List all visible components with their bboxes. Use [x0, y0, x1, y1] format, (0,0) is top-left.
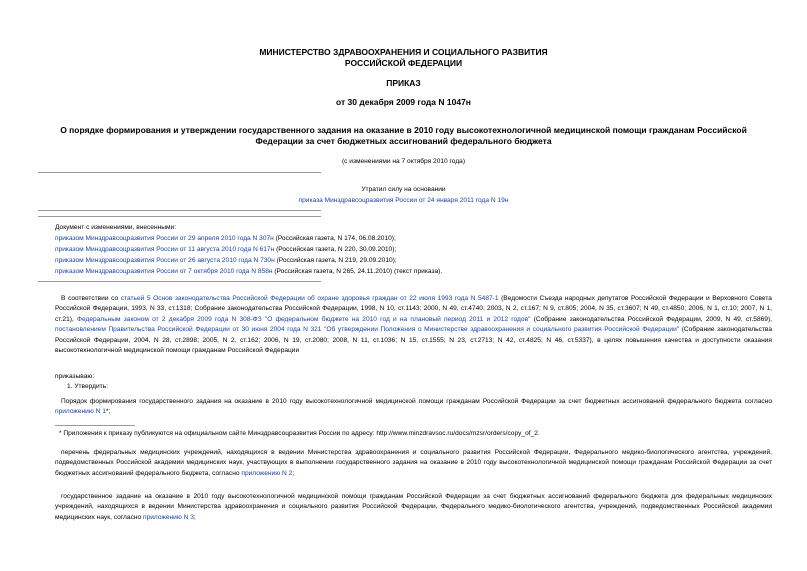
- preamble-text: (Собрание законодательства Российской Федерации, 2004, N 28, ст.2898; 2005, N 2, ст.162; 2006, N 19, ст.2080; 2008, N 11, ст.1036; N 15, ст.1555; N 23, ст.2713; N 42, ст.4825; N 46, ст.5337), в целях повышения качества и доступности оказания высокотехнологичной медицинской помощи гражданам Российской Федерации: [55, 326, 772, 355]
- change-link[interactable]: приказом Минздравсоцразвития России от 29 апреля 2010 года N 307н: [55, 235, 274, 242]
- changes-item: [55, 234, 396, 243]
- divider: [38, 281, 321, 282]
- order-word: приказываю:: [55, 373, 95, 380]
- divider: [38, 172, 321, 173]
- changes-item: [55, 256, 397, 265]
- institutions-tail: ;: [292, 469, 295, 477]
- change-details: (Российская газета, N 265, 24.11.2010) (текст приказа).: [272, 268, 443, 275]
- document-title-line1: О порядке формирования и утверждении государственного задания на оказание в 2010 году высокотехнологичной медицинской помощи гражданам Российской: [60, 125, 747, 135]
- procedure-text: Порядок формирования государственного задания на оказание в 2010 году высокотехнологичной медицинской помощи гражданам Российской Федерации за счет бюджетных ассигнований федерального бюджета согласно: [61, 398, 772, 405]
- appendix-3-link[interactable]: приложению N 3: [143, 513, 194, 521]
- lost-force-label: Утратил силу на основании: [361, 186, 446, 193]
- federal-law-link[interactable]: Федеральным законом от 2 декабря 2009 года N 308-ФЗ "О федеральном бюджете на 2010 год и на плановый период 2011 и 2012 годов": [77, 315, 531, 323]
- item-1: 1. Утвердить:: [67, 383, 108, 390]
- state-task-text: государственное задание на оказание в 2010 году высокотехнологичной медицинской помощи гражданам Российской Федерации за счет бюджетных ассигнований федерального бюджета для федеральных медицинских учреждений, находящихся в ведении Министерства здравоохранения и социального развития Российской Федерации, Федерального медико-биологического агентства, учреждений, подведомственных Российской академии медицинских наук, согласно: [55, 493, 772, 521]
- change-link[interactable]: приказом Минздравсоцразвития России от 26 августа 2010 года N 730н: [55, 257, 275, 264]
- institutions-paragraph: [55, 448, 772, 479]
- resolution-link[interactable]: постановлением Правительства Российской Федерации от 30 июня 2004 года N 321 "Об утверждении Положения о Министерстве здравоохранения и социального развития Российской Федерации": [55, 326, 680, 334]
- state-task-paragraph: [55, 492, 772, 523]
- change-details: (Российская газета, N 219, 29.09.2010);: [274, 257, 397, 264]
- lost-force-link-row: [0, 196, 807, 205]
- document-date: от 30 декабря 2009 года N 1047н: [336, 97, 471, 107]
- change-details: (Российская газета, N 174, 06.08.2010);: [273, 235, 396, 242]
- institutions-text: перечень федеральных медицинских учреждений, находящихся в ведении Министерства здравоохранения и социального развития Российской Федерации, Федерального медико-биологического агентства, учреждений, подведомственных Российской академии медицинских наук, участвующих в выполнении государственного задания на оказание в 2010 году высокотехнологичной медицинской помощи гражданам Российской Федерации за счет бюджетных ассигнований федерального бюджета, согласно: [55, 449, 772, 477]
- procedure-tail: *;: [105, 408, 111, 416]
- change-details: (Российская газета, N 220, 30.09.2010);: [274, 246, 397, 253]
- law-link[interactable]: статьей 5 Основ законодательства Российской Федерации об охране здоровья граждан от 22 июля 1993 года N 5487-1: [120, 295, 499, 302]
- changes-intro: Документ с изменениями, внесенными:: [55, 224, 177, 231]
- ministry-name-line1: МИНИСТЕРСТВО ЗДРАВООХРАНЕНИЯ И СОЦИАЛЬНОГО РАЗВИТИЯ: [259, 47, 548, 57]
- preamble-text: (Ведомости Съезда народных депутатов Российской Федерации и Верховного Совета Российской Федерации, 1993, N 33, ст.1318; Собрание законодательства Российской Федерации, 1998, N 10, ст.1143; 2000, N 49, ст.4740; 2003, N 2, ст.167; N 9, ст.805; 2004, N 35, ст.3607; N 49, ст.4850; 2006, N 1, ст.10; 2007, N 1, ст.21),: [55, 295, 772, 323]
- lost-force-link[interactable]: приказа Минздравсоцразвития России от 24 января 2011 года N 19н: [298, 197, 509, 204]
- preamble-text: В соответствии со: [61, 295, 121, 302]
- document-title-line2: Федерации за счет бюджетных ассигнований федерального бюджета: [255, 136, 552, 146]
- change-link[interactable]: приказом Минздравсоцразвития России от 11 августа 2010 года N 617н: [55, 246, 275, 253]
- change-link[interactable]: приказом Минздравсоцразвития России от 7 октября 2010 года N 858н: [55, 268, 273, 275]
- procedure-paragraph: [55, 397, 772, 418]
- changes-item: [55, 267, 442, 276]
- appendix-1-link[interactable]: приложению N 1: [55, 408, 106, 416]
- amendment-note: (с изменениями на 7 октября 2010 года): [341, 158, 466, 165]
- footnote: * Приложения к приказу публикуются на официальном сайте Минздравсоцразвития России по адресу: http://www.minzdravsoc.ru/docs/mzsr/orders/copy_of_2.: [59, 430, 540, 437]
- state-task-tail: ;: [193, 513, 196, 521]
- divider: [38, 216, 321, 217]
- footnote-divider: [55, 425, 135, 426]
- document-type: ПРИКАЗ: [386, 78, 421, 88]
- preamble-text: (Собрание законодательства Российской Федерации, 2009, N 49, ст.5869),: [530, 315, 772, 323]
- ministry-name-line2: РОССИЙСКОЙ ФЕДЕРАЦИИ: [344, 58, 463, 68]
- changes-item: [55, 245, 396, 254]
- appendix-2-link[interactable]: приложению N 2: [241, 469, 293, 477]
- preamble-paragraph: [55, 294, 772, 356]
- divider: [38, 210, 321, 211]
